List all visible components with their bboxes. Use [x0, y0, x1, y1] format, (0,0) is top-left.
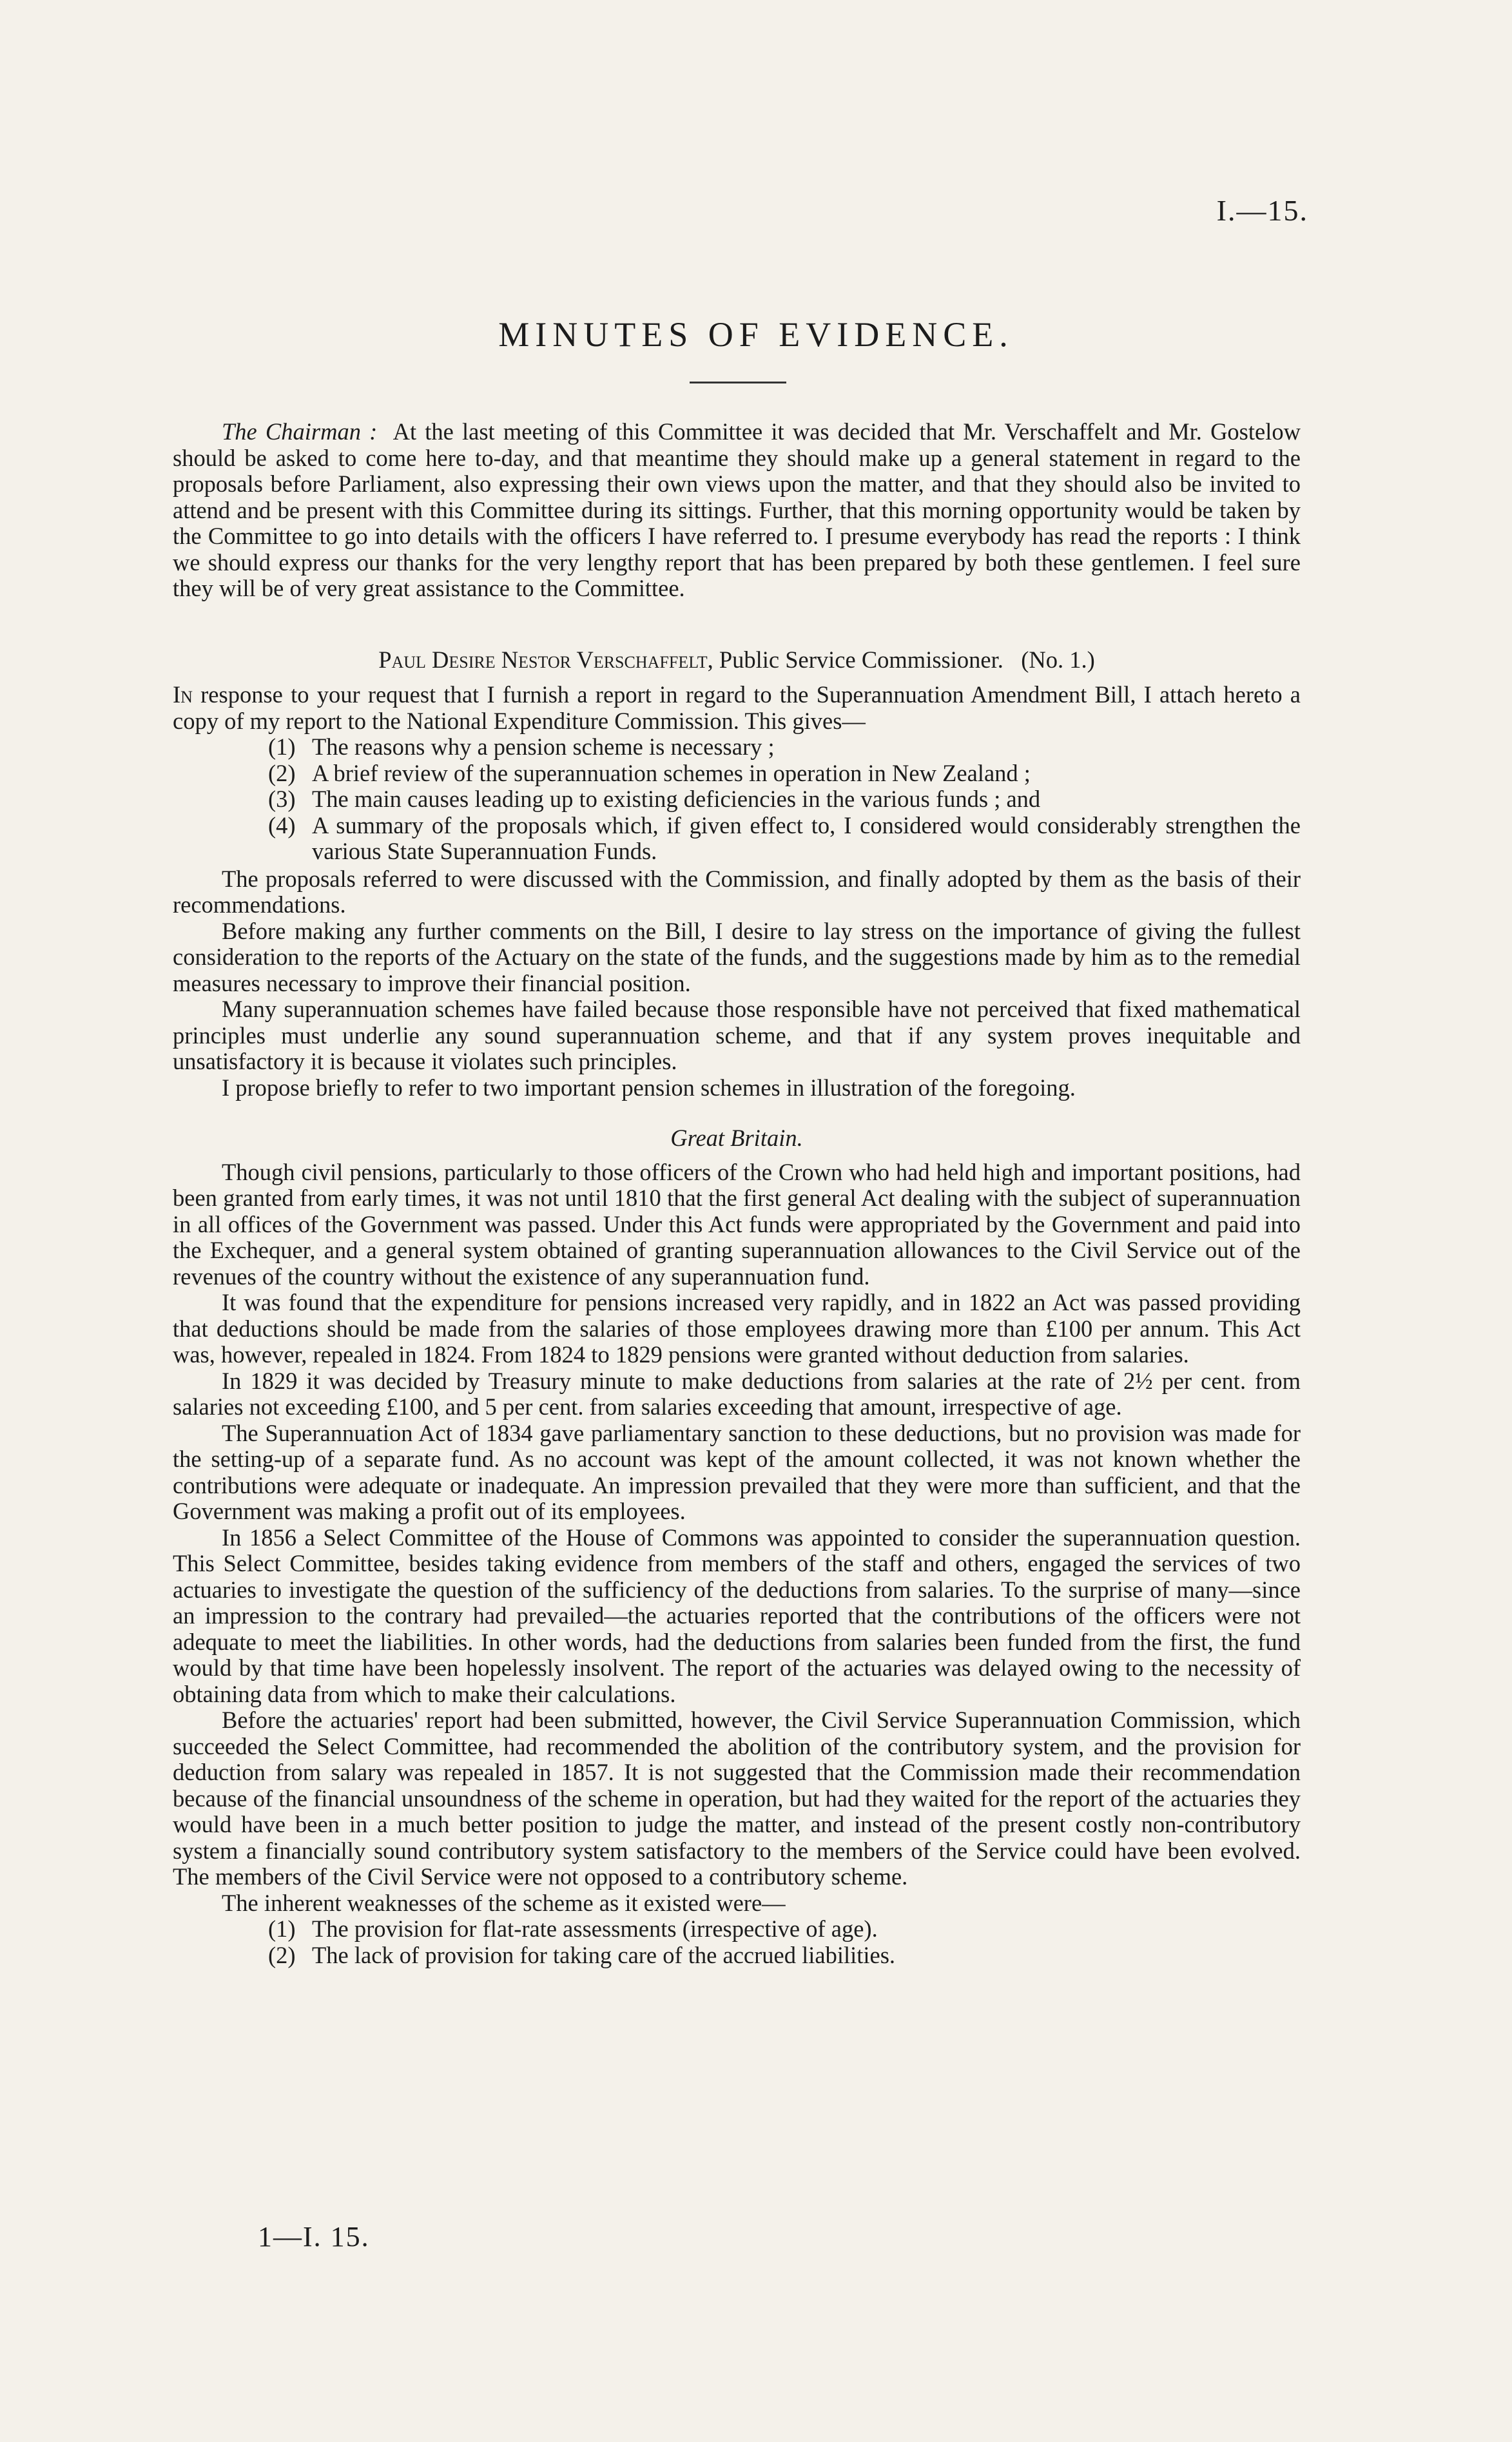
chairman-paragraph	[173, 419, 1301, 602]
page-reference: I.—15.	[1216, 194, 1308, 227]
list-item-number: (4)	[268, 811, 296, 838]
body-paragraph: Before the actuaries' report had been submitted, however, the Civil Service Superannuation Commission, which succeeded the Select Committee, had recommended the abolition of the contributory system, and the provision for deduction from salary was repealed in 1857. It is not suggested that the Commission made their recommendation because of the financial unsoundness of the scheme in operation, but had they waited for the report of the actuaries they would have been in a much better position to judge the matter, and instead of the present costly non-contributory system a financially sound contributory system satisfactory to the members of the Service could have been evolved. The members of the Civil Service were not opposed to a contributory scheme.	[173, 1707, 1301, 1890]
witness-heading	[173, 647, 1301, 673]
page-title: MINUTES OF EVIDENCE.	[498, 315, 1014, 354]
section-heading: Great Britain.	[670, 1125, 803, 1151]
title-divider	[690, 382, 786, 383]
body-paragraph: Before making any further comments on the Bill, I desire to lay stress on the importance of giving the fullest consideration to the reports of the Actuary on the state of the funds, and the suggestions made by him as to the remedial measures necessary to improve their financial position.	[173, 917, 1301, 996]
list-item	[173, 813, 1301, 865]
body-paragraph: I propose briefly to refer to two important pension schemes in illustration of the foregoing.	[222, 1074, 1076, 1101]
list-item-number: (2)	[268, 1941, 296, 1968]
list-item-text: A summary of the proposals which, if given effect to, I considered would considerably strengthen the various State Superannuation Funds.	[312, 811, 1301, 864]
intro-text: response to your request that I furnish a report in regard to the Superannuation Amendment Bill, I attach hereto a copy of my report to the National Expenditure Commission. This gives—	[173, 681, 1301, 734]
witness-role: , Public Service Commissioner.	[707, 646, 1003, 673]
list-item-text: A brief review of the superannuation schemes in operation in New Zealand ;	[312, 759, 1031, 786]
list-item-number: (1)	[268, 733, 296, 760]
list-item-text: The reasons why a pension scheme is necessary ;	[312, 733, 775, 760]
body-paragraph: In 1829 it was decided by Treasury minute to make deductions from salaries at the rate of 2½ per cent. from salaries not exceeding £100, and 5 per cent. from salaries exceeding that amount, irrespective of age.	[173, 1367, 1301, 1420]
footer-signature: 1—I. 15.	[258, 2221, 370, 2253]
body-paragraph: The proposals referred to were discussed with the Commission, and finally adopted by them as the basis of their recommendations.	[173, 865, 1301, 918]
body-paragraph: Though civil pensions, particularly to those officers of the Crown who had held high and important positions, had been granted from early times, it was not until 1810 that the first general Act dealing with the subject of superannuation in all offices of the Government was passed. Under this Act funds were appropriated by the Government and paid into the Exchequer, and a general system obtained of granting superannuation allowances to the Civil Service out of the revenues of the country without the existence of any superannuation fund.	[173, 1158, 1301, 1290]
body-paragraph: In 1856 a Select Committee of the House of Commons was appointed to consider the superannuation question. This Select Committee, besides taking evidence from members of the staff and others, engaged the services of two actuaries to investigate the question of the sufficiency of the deductions from salaries. To the surprise of many—since an impression to the contrary had prevailed—the actuaries reported that the contributions of the officers were not adequate to meet the liabilities. In other words, had the deductions from salaries been funded from the first, the fund would by that time have been hopelessly insolvent. The report of the actuaries was delayed owing to the necessity of obtaining data from which to make their calculations.	[173, 1524, 1301, 1707]
list-item	[173, 786, 1301, 813]
list-item-number: (1)	[268, 1915, 296, 1942]
body-paragraph: Many superannuation schemes have failed because those responsible have not perceived that fixed mathematical principles must underlie any sound superannuation scheme, and that if any system proves inequitable and unsatisfactory it is because it violates such principles.	[173, 996, 1301, 1074]
list-item	[173, 734, 1301, 761]
witness-number: (No. 1.)	[1021, 646, 1095, 673]
body-paragraph: The inherent weaknesses of the scheme as it existed were—	[222, 1889, 786, 1916]
list-item-number: (2)	[268, 759, 296, 786]
chairman-text: At the last meeting of this Committee it was decided that Mr. Verschaffelt and Mr. Gostelow should be asked to come here to-day, and that meantime they should make up a general statement in regard to the proposals before Parliament, also expressing their own views upon the matter, and that they should also be invited to attend and be present with this Committee during its sittings. Further, that this morning opportunity would be taken by the Committee to go into details with the officers I have referred to. I presume everybody has read the reports : I think we should express our thanks for the very lengthy report that has been prepared by both these gentlemen. I feel sure they will be of very great assistance to the Committee.	[173, 418, 1301, 601]
body-paragraph: The Superannuation Act of 1834 gave parliamentary sanction to these deductions, but no provision was made for the setting-up of a separate fund. As no account was kept of the amount collected, it was not known whether the contributions were adequate or inadequate. An impression prevailed that they were more than sufficient, and that the Government was making a profit out of its employees.	[173, 1419, 1301, 1524]
list-item-number: (3)	[268, 786, 296, 812]
intro-paragraph	[173, 682, 1301, 734]
list-item-text: The main causes leading up to existing deficiencies in the various funds ; and	[312, 786, 1041, 812]
list-item-text: The provision for flat-rate assessments (irrespective of age).	[312, 1915, 878, 1942]
list-item	[173, 1916, 1301, 1943]
witness-name: Paul Desire Nestor Verschaffelt	[378, 646, 708, 673]
intro-lead: In	[173, 681, 193, 708]
chairman-speaker: The Chairman :	[222, 418, 378, 445]
list-item-text: The lack of provision for taking care of the accrued liabilities.	[312, 1941, 896, 1968]
body-paragraph: It was found that the expenditure for pensions increased very rapidly, and in 1822 an Act was passed providing that deductions should be made from the salaries of those employees drawing more than £100 per annum. This Act was, however, repealed in 1824. From 1824 to 1829 pensions were granted without deduction from salaries.	[173, 1289, 1301, 1368]
list-item	[173, 761, 1301, 787]
gives-list	[173, 734, 1301, 865]
weakness-list	[173, 1916, 1301, 1968]
list-item	[173, 1943, 1301, 1969]
document-body	[173, 419, 1301, 1970]
